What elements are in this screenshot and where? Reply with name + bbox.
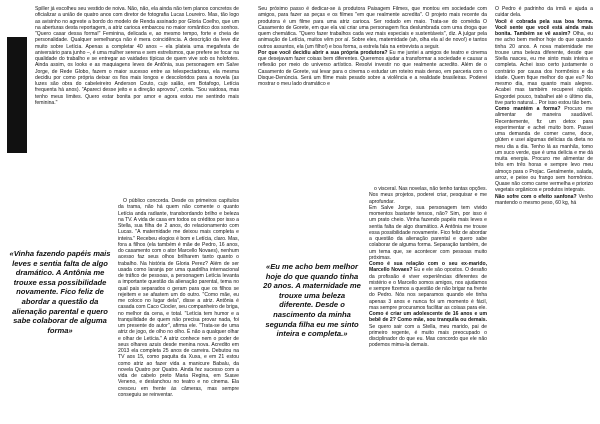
pull-quote-1: «Vinha fazendo papéis mais leves e sentia falta de algo dramático. A Antônia me trouxe essa possibilidade novamente. Fico feliz de abordar a questão da alienação parental e quero sabe colaborar de alguma forma»: [9, 249, 111, 335]
interview-answer: Eu e ele são opostos. O desafio da profissão é viver experiências diferentes de mistério e o Marcello somos amigos, nos ajudamos e sempre fizemos a questão de não brigar na frente do Pedro. Nós nos separamos quando ele tinha apenas 3 anos e nunca foi um momento é fácil, mas sempre procuramos facilitar as coisas para ele.: [369, 267, 487, 311]
body-paragraph: Em Salve Jorge, sua personagem tem vivido momentos bastante tensos, não? Sim, por isso é um prato cheio. Vinha fazendo papéis mais leves e sentia falta de algo dramático. A Antônia me trouxe essa possibilidade novamente. Fico feliz de abordar a questão da alienação parental e quero sabe colaborar de alguma forma. Separação também, de um tema que, se acontecer com pessoas muito próximas.: [369, 204, 487, 261]
interview-answer: Procuro me alimentar de maneira saudável. Recentemente, fiz um detox para experimentar e achei muito bom. Passei uma demanda de comer carne, doce, glúten e usei algumas delícias da dieta no meu dia a dia. Tenho lá as manhãs, tomo um suco verde, que é uma delícia e me dá muita energia. Procuro me alimentar de três em três horas e sempre levo meu almoço para o Projac. Geralmente, salada, arroz, e peixe ou frango sem hormônios. Quase não como carne vermelha e priorizo vegetais orgânicos e produtos integrais.: [495, 106, 593, 194]
body-paragraph: O Pedro é padrinho da irmã e ajuda a cuidar dela.: [495, 6, 593, 19]
interview-question: Como é sua relação com o seu ex-marido, Marcello Novaes?: [369, 261, 487, 274]
body-column-3: [258, 6, 487, 87]
interview-answer: Eu me juntei a amigos de teatro e cinema que desejavam fazer coisas bem diferentes. Queremos ajudar a transformar a sociedade e causar a reflexão por meio do universo artístico. Resolvi investir no que realmente acredito. Além de o Casamento de Gorete, vai levar para o cinema o estudar um roteiro mais denso, em parceria com o Disque-Denúncia. Será um filme mais pesado sobre a violência e a realidade brasileiras. Poderei mostrar o meu lado dramático e: [258, 49, 487, 87]
body-paragraph: o visceral. Nas novelas, não tenho tantas opções. Nos meus projetos, poderei criar, pesquisar e me aprofundar.: [369, 186, 487, 205]
pull-quote-2: «Eu me acho bem melhor hoje do que quando tinha 20 anos. A maternidade me trouxe uma beleza diferente. Desde o nascimento da minha segunda filha eu me sinto inteira e completa.»: [263, 262, 361, 339]
interview-answer: Venho mantendo o mesmo peso, 60 kg, há: [495, 193, 594, 206]
interview-answer: Olha, eu me acho bem melhor hoje do que quando tinha 20 anos. A nova maternidade me trouxe uma beleza diferente, desde que Stella nasceu, eu me sinto mais inteira e completa. Achei isso certo justamente o contrário por causa dos hormônios e da idade. Quem fique melhor do que eu? No mesmo dia, mas quanto mais alegres. Acabei mas também recuperei rápido. Engordei pouco, trabalhei até o último dia, tive parto natural... Por isso estou tão bem.: [495, 31, 594, 106]
interview-question: Como é criar um adolescente de 16 anos e um bebê de 2? Como mãe, sou tranquila ou demais.: [369, 311, 487, 324]
body-paragraph: Seu próximo passo é dedicar-se à produtora Paisagem Filmes, que montou em sociedade com amigos, para fazer as peças e os filmes "em que realmente acredita". O projeto mais recente da produtora é um filme para uma atriz carioca. Ser rodado em maio. Trata-se do comédia O Casamento de Gorete, em que ela vai criar uma personagem fica deslumbrada com uma droga que quem chemática. "Quero fazer trabalhos cada vez mais especiais e sustentáveis", diz. A julgar pela animação de Letícia, muitos vêm por aí. Sobre eles, maternidade (ah, olha ela aí de novo!) e tantos outros assuntos, ela (um filho!) e boa forma, a estrela fala na entrevista a seguir.: [258, 6, 487, 50]
drop-cap-letter: [7, 37, 27, 153]
interview-question: Como mantém a forma?: [495, 106, 561, 112]
body-paragraph: O público concorda. Desde os primeiros capítulos da trama, não há quem não comente o quanto Letícia anda radiante, transbordando brilho e beleza na TV. A vida de casa em todos os créditos por isso a Stella, sua filha de 2 anos, do relacionamento com Lucas. "A maternidade me deixou mais completa e inteira." Recebeu elogios é bom e Letícia, claro. Mas, fora a filhos (ela também é mãe de Pedro, 16 anos, do casamento com o ator Marcello Novaes), nenhum acesso faz seus olhos brilharem tanto quanto o trabalho. Na história de Gloria Perez? Além de ser usada como laranja por uma quadrilha internacional de tráfico de pessoas, a personagem Letícia levanta a importante questão da alienação parental, tema no qual pais separados o geram para que os filhos se rejeitem e se afastem um do outro. "Como mãe, eu me coloco no lugar dela", disse a atriz. Antônia é casada com Caco Ciocler, seu companheiro de briga, no melhor da cena, e total. "Letícia tem humor e a tranquilidade de quem não precisa provar nada, foi um presente do autor", afirma ele. "Trata-se de uma atriz de jogo, de olho no olho. É não a qualquer olhar e olhar de Letícia." A atriz conhece nem o poder de seus olhares azuis desde menina nova. Acredito em 2013 ela completa 25 anos de carreira. Debutou na TV aos 15, como paquita da Xuxa, e em 21 estou como atriz ao fazer vida a manicure Babalu, da novela Quatro por Quatro. Ainda fez sucesso com a vida de cabelo preto Maria Regina, em Suave Veneno, e deslanchou no teatro e no cinema. Ela cresceu em frente às câmeras, mas sempre conseguiu se reinventar.: [118, 198, 239, 398]
body-column-2: [118, 198, 239, 398]
intro-column: [35, 6, 239, 106]
body-column-5: [495, 6, 593, 206]
interview-answer: Se quero sair com a Stella, meu marido, pai de primeiro regente, é muito mais preocupado o disciplinador do que eu. Mas concordo que ele não podemos mima-la demais.: [369, 323, 487, 349]
intro-paragraph: Spiller já escolheu seu vestido de noiva. Não, não, ela ainda não tem planos concretos de oficializar a união de quatro anos com diretor de fotografia Lucas Loureiro. Mas, tão logo as avisinho no agreste a bordo do modelo de Renda assinado por Gloria Coelho, que um na aberturas desta reportagem, a atriz carioca embarcou no maior romântico dos sonhos. "Quero casar dessa forma!" Feminina, delicada e, ao mesmo tempo, forte e cheia de personalidade. Qualquer semelhança não é mera coincidência. A descrição da leve diz muito sobre Letícia. Apenas a completar 40 anos – ela plateia uma megafesta de aniversário para junho –, é uma mulher serena e sem estrelismos, que prefere se focar na qualidade do trabalho e se entregar ao vaidades típicas de quem vive sob os holofotes. Ainda assim, os looks e as maquiagens leves de Antônia, sua personagem em Salve Jorge, de Rede Globo, fazem o maior sucesso entre as telespectadoras, ela mesma decidiu por como própria deixar os fios mais longos e descoloridos para a novela (as luzes são obra do cabeleireiro Anderson Couto, cujo salão, em Botafogo, Letícia frequenta há anos). "Apareci desse jeito e a direção aprovou", conta. "Sou vaidosa, mas tenho meus limites. Quero estar bonita por amor e agora estou me sentindo mais feminina.": [35, 6, 239, 106]
body-column-4: [369, 186, 487, 349]
interview-question: Por que você decidiu abrir a sua própria produtora?: [258, 49, 388, 56]
interview-question: Você é cobrada pela sua boa forma. Você sente que você está ainda mais bonita. Também se vê assim?: [495, 18, 593, 37]
interview-question: Não sofre com o efeito sanfona?: [495, 193, 577, 200]
